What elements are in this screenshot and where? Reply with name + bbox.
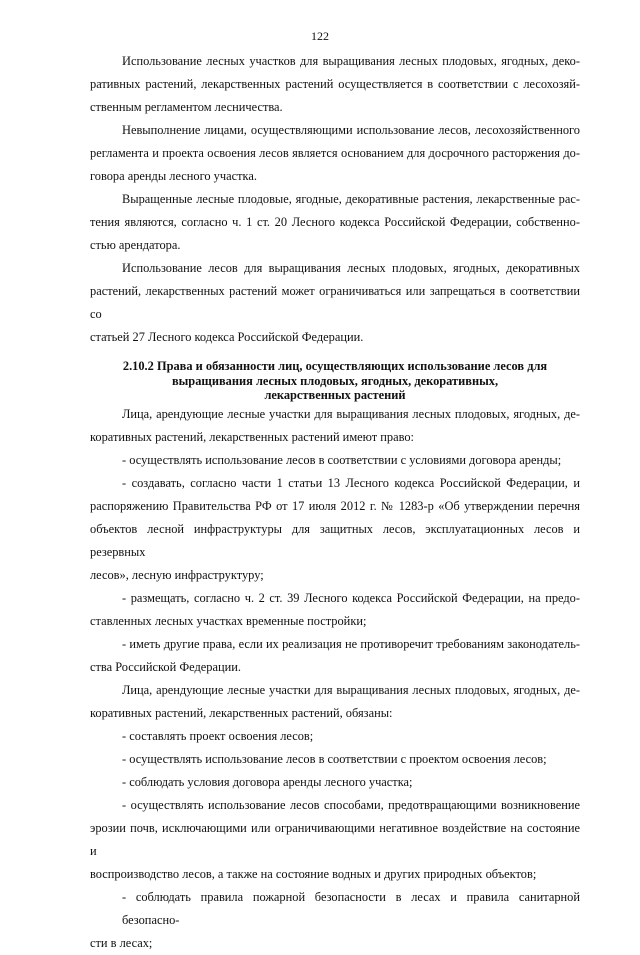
paragraph [90,886,580,955]
page-number: 122 [311,29,329,43]
paragraph [90,679,580,725]
text-line: - соблюдать условия договора аренды лесного участка; [122,774,413,789]
text-line: Использование лесов для выращивания лесных плодовых, ягодных, декоративных [122,261,580,275]
paragraph [90,748,580,771]
text-line: Использование лесных участков для выращивания лесных плодовых, ягодных, деко- [122,54,580,68]
paragraph [90,449,580,472]
text-line: ственным регламентом лесничества. [90,100,283,114]
text-line: - составлять проект освоения лесов; [122,728,314,743]
text-line: - осуществлять использование лесов в соответствии с проектом освоения лесов; [122,751,547,766]
section-intro [90,50,580,349]
text-line: - размещать, согласно ч. 2 ст. 39 Лесного кодекса Российской Федерации, на предо- [122,590,580,605]
text-line: - иметь другие права, если их реализация не противоречит требованиям законодатель- [122,636,580,651]
paragraph [90,725,580,748]
heading-line: лекарственных растений [264,388,406,402]
text-line: коративных растений, лекарственных растений, обязаны: [90,705,393,720]
paragraph [90,633,580,679]
text-line: - создавать, согласно части 1 статьи 13 Лесного кодекса Российской Федерации, и [122,475,580,490]
paragraph [90,257,580,349]
paragraph [90,188,580,257]
text-line: сти в лесах; [90,935,153,950]
text-line: - осуществлять использование лесов способами, предотвращающими возникновение [122,797,580,812]
text-line: воспроизводство лесов, а также на состояние водных и других природных объектов; [90,866,537,881]
text-line: регламента и проекта освоения лесов является основанием для досрочного расторжения до- [90,146,580,160]
text-line: - соблюдать правила пожарной безопасности в лесах и правила санитарной безопасно- [122,889,580,927]
text-line: говора аренды лесного участка. [90,169,257,183]
text-line: Выращенные лесные плодовые, ягодные, декоративные растения, лекарственные рас- [122,192,580,206]
paragraph [90,472,580,587]
section-rights-obligations [90,403,580,955]
text-line: растений, лекарственных растений может ограничиваться или запрещаться в соответствии со [90,284,580,321]
text-line: ставленных лесных участках временные постройки; [90,613,367,628]
heading-line: выращивания лесных плодовых, ягодных, декоративных, [171,373,499,388]
text-line: Лица, арендующие лесные участки для выращивания лесных плодовых, ягодных, де- [122,406,580,421]
paragraph [90,119,580,188]
text-line: Невыполнение лицами, осуществляющими использование лесов, лесохозяйственного [122,123,580,137]
text-line: статьей 27 Лесного кодекса Российской Федерации. [90,330,364,344]
paragraph [90,403,580,449]
paragraph [90,794,580,886]
section-heading [90,359,580,403]
text-line: распоряжению Правительства РФ от 17 июля 2012 г. № 1283-р «Об утверждении перечня [90,498,580,513]
text-line: ства Российской Федерации. [90,659,241,674]
text-line: Лица, арендующие лесные участки для выращивания лесных плодовых, ягодных, де- [122,682,580,697]
text-line: тения являются, согласно ч. 1 ст. 20 Лесного кодекса Российской Федерации, собственно- [90,215,580,229]
paragraph [90,50,580,119]
text-line: стью арендатора. [90,238,181,252]
text-line: - осуществлять использование лесов в соответствии с условиями договора аренды; [122,452,562,467]
paragraph [90,771,580,794]
document-body [90,50,580,955]
text-line: коративных растений, лекарственных растений имеют право: [90,429,414,444]
text-line: эрозии почв, исключающими или ограничивающими негативное воздействие на состояние и [90,820,580,858]
paragraph [90,587,580,633]
text-line: лесов», лесную инфраструктуру; [90,567,264,582]
text-line: ративных растений, лекарственных растений осуществляется в соответствии с лесохозяй- [90,77,580,91]
heading-line: 2.10.2 Права и обязанности лиц, осуществляющих использование лесов для [122,359,548,373]
text-line: объектов лесной инфраструктуры для защитных лесов, эксплуатационных лесов и резервных [90,521,580,559]
